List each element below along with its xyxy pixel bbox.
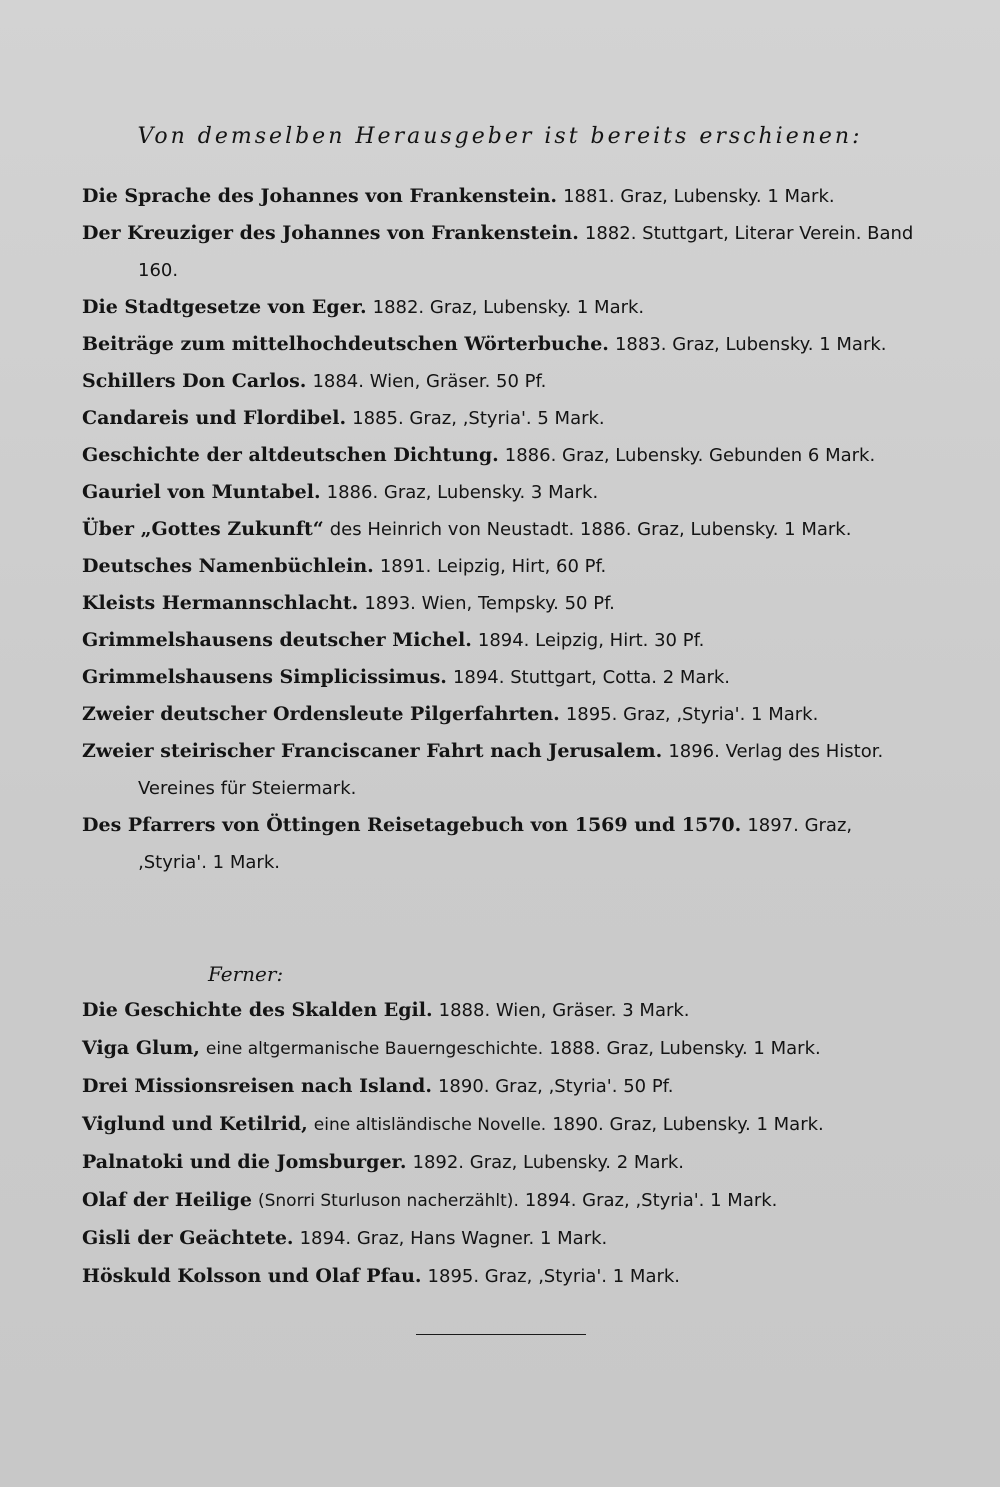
entry-title: Kleists Hermannschlacht. [82,592,359,614]
entry-details: 1885. Graz, ‚Styria'. 5 Mark. [352,408,605,429]
list-item [82,548,918,585]
entry-title: Schillers Don Carlos. [82,370,307,392]
entry-details: 1882. Stuttgart, Literar Verein. Band 160. [138,223,914,281]
publication-list [82,178,918,881]
entry-details: 1894. Graz, Hans Wagner. 1 Mark. [299,1228,608,1249]
entry-title: Zweier deutscher Ordensleute Pilgerfahrten. [82,703,560,725]
entry-details: 1892. Graz, Lubensky. 2 Mark. [412,1152,685,1173]
entry-title: Palnatoki und die Jomsburger. [82,1151,407,1173]
entry-details: 1881. Graz, Lubensky. 1 Mark. [563,186,835,207]
list-item [82,733,918,807]
entry-details: 1895. Graz, ‚Styria'. 1 Mark. [427,1266,681,1287]
entry-title: Der Kreuziger des Johannes von Frankenstein. [82,222,579,244]
entry-title: Viglund und Ketilrid, [82,1113,308,1135]
entry-title: Geschichte der altdeutschen Dichtung. [82,444,499,466]
entry-title: Über „Gottes Zukunft“ [82,518,324,540]
entry-title: Die Sprache des Johannes von Frankenstein. [82,185,558,207]
list-item [82,1182,918,1220]
entry-details: 1896. Verlag des Histor. Vereines für Steiermark. [138,741,884,799]
entry-details: 1894. Leipzig, Hirt. 30 Pf. [477,630,705,651]
entry-title: Die Stadtgesetze von Eger. [82,296,367,318]
entry-details: 1894. Graz, ‚Styria'. 1 Mark. [524,1190,778,1211]
list-item [82,585,918,622]
entry-details: 1886. Graz, Lubensky. Gebunden 6 Mark. [504,445,876,466]
entry-details: 1894. Stuttgart, Cotta. 2 Mark. [452,667,731,688]
list-item [82,363,918,400]
entry-title: Viga Glum, [82,1037,200,1059]
list-item [82,659,918,696]
further-publication-list [82,992,918,1296]
list-item [82,1030,918,1068]
entry-subtitle: eine altgermanische Bauerngeschichte. [205,1039,544,1059]
entry-details: 1882. Graz, Lubensky. 1 Mark. [372,297,645,318]
entry-subtitle: (Snorri Sturluson nacherzählt). [257,1191,519,1211]
section-label: Ferner: [208,962,284,986]
list-item [82,1106,918,1144]
entry-title: Deutsches Namenbüchlein. [82,555,374,577]
list-item [82,289,918,326]
entry-title: Candareis und Flordibel. [82,407,347,429]
closing-rule [416,1334,586,1335]
list-item [82,511,918,548]
page-heading: Von demselben Herausgeber ist bereits erschienen: [137,124,863,149]
entry-details: 1897. Graz, ‚Styria'. 1 Mark. [138,815,853,873]
entry-title: Grimmelshausens deutscher Michel. [82,629,472,651]
list-item [82,696,918,733]
entry-details: 1888. Graz, Lubensky. 1 Mark. [549,1038,821,1059]
entry-subtitle: eine altisländische Novelle. [313,1115,547,1135]
list-item [82,326,918,363]
entry-title: Zweier steirischer Franciscaner Fahrt nach Jerusalem. [82,740,663,762]
list-item [82,1068,918,1106]
entry-details: 1890. Graz, ‚Styria'. 50 Pf. [437,1076,674,1097]
list-item [82,178,918,215]
entry-title: Olaf der Heilige [82,1189,252,1211]
entry-title: Die Geschichte des Skalden Egil. [82,999,433,1021]
entry-details: 1895. Graz, ‚Styria'. 1 Mark. [565,704,819,725]
entry-title: Gisli der Geächtete. [82,1227,294,1249]
entry-details: des Heinrich von Neustadt. 1886. Graz, Lubensky. 1 Mark. [329,519,852,540]
list-item [82,215,918,289]
entry-details: 1886. Graz, Lubensky. 3 Mark. [326,482,599,503]
list-item [82,400,918,437]
entry-title: Höskuld Kolsson und Olaf Pfau. [82,1265,422,1287]
list-item [82,474,918,511]
entry-details: 1884. Wien, Gräser. 50 Pf. [312,371,547,392]
list-item [82,437,918,474]
list-item [82,622,918,659]
list-item [82,807,918,881]
entry-title: Drei Missionsreisen nach Island. [82,1075,432,1097]
entry-details: 1893. Wien, Tempsky. 50 Pf. [364,593,615,614]
list-item [82,992,918,1030]
entry-title: Des Pfarrers von Öttingen Reisetagebuch von 1569 und 1570. [82,814,742,836]
list-item [82,1220,918,1258]
entry-details: 1888. Wien, Gräser. 3 Mark. [438,1000,690,1021]
entry-details: 1890. Graz, Lubensky. 1 Mark. [552,1114,824,1135]
entry-details: 1883. Graz, Lubensky. 1 Mark. [614,334,887,355]
entry-title: Beiträge zum mittelhochdeutschen Wörterbuche. [82,333,609,355]
list-item [82,1144,918,1182]
entry-title: Gauriel von Muntabel. [82,481,321,503]
entry-title: Grimmelshausens Simplicissimus. [82,666,447,688]
list-item [82,1258,918,1296]
entry-details: 1891. Leipzig, Hirt, 60 Pf. [379,556,607,577]
